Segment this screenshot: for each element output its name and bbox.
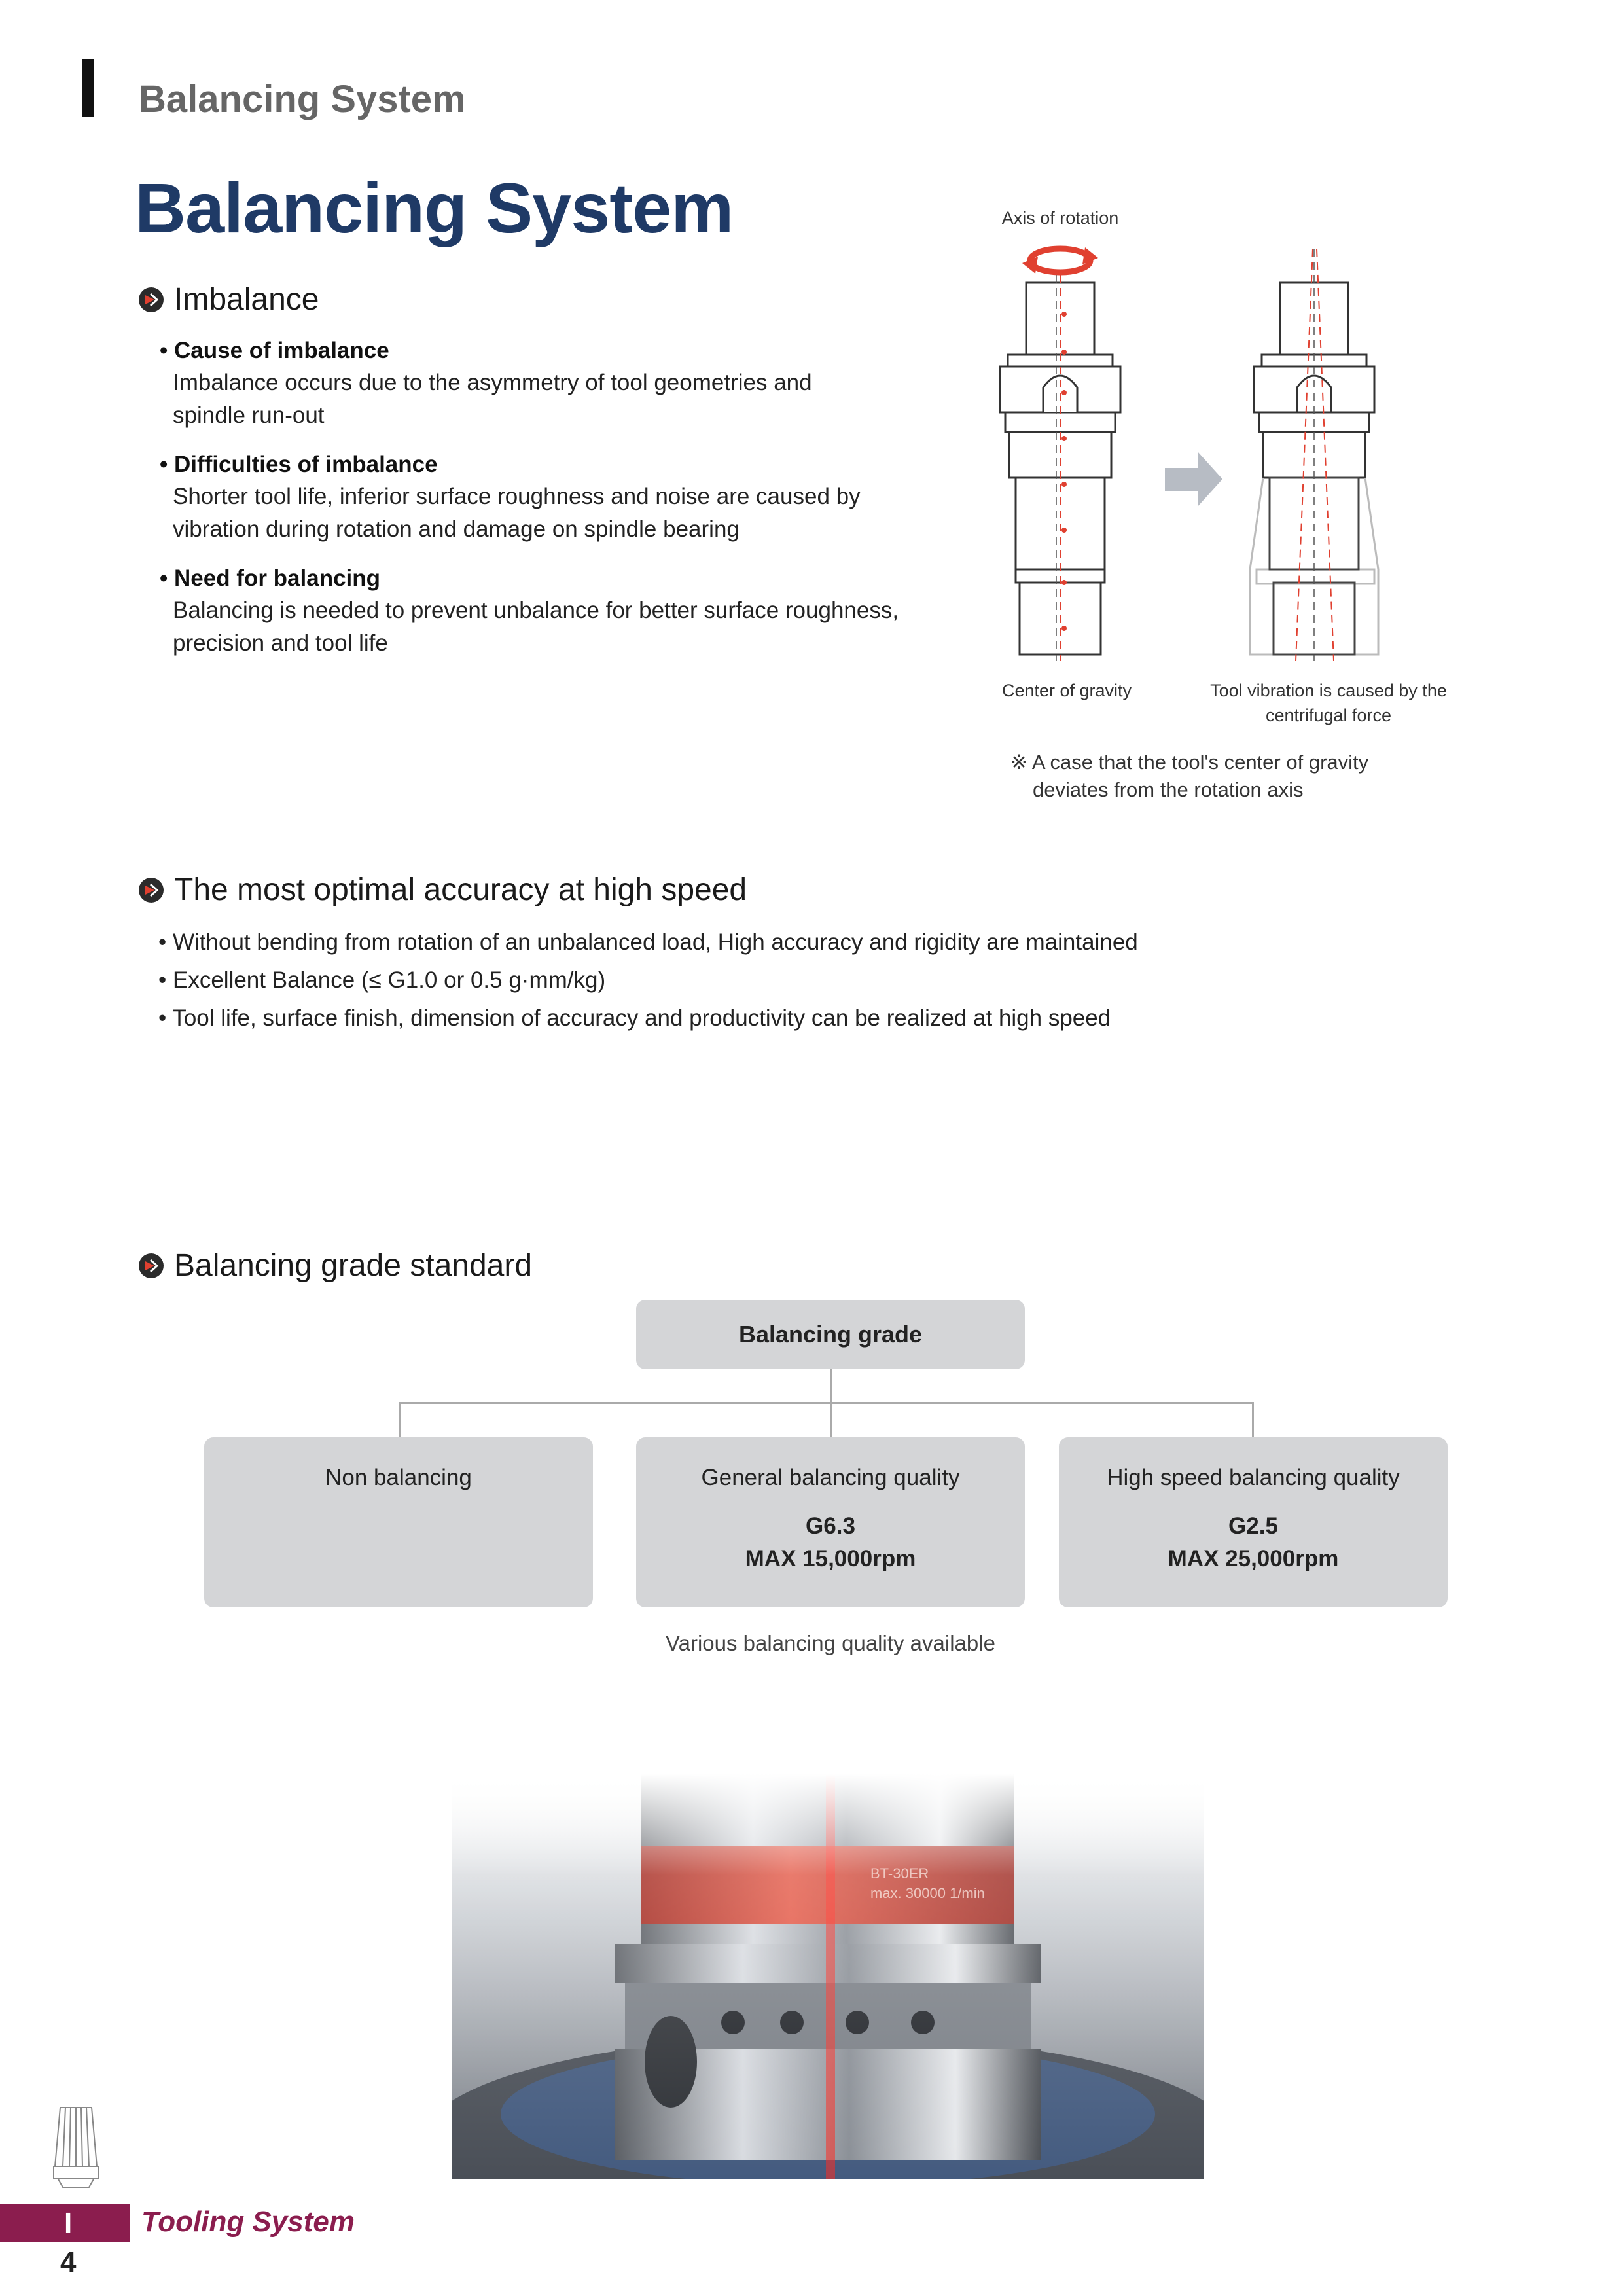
accuracy-bullet-3: • Tool life, surface finish, dimension of accuracy and productivity can be realized at high speed [158,1005,1111,1031]
rotation-arrow-icon [1022,247,1098,274]
accuracy-heading [137,872,747,908]
balancing-machine-photo [452,1774,1204,2179]
bullet-body-cause: Imbalance occurs due to the asymmetry of tool geometries and spindle run-out [173,370,812,428]
grade-heading-text: Balancing grade standard [174,1248,533,1283]
grade-heading [137,1247,532,1283]
page-title: Balancing System [135,168,734,247]
accuracy-bullet-2: • Excellent Balance (≤ G1.0 or 0.5 g·mm/kg) [158,967,606,993]
accuracy-heading-text: The most optimal accuracy at high speed [174,872,747,907]
tree-connector [399,1402,401,1437]
tree-connector [399,1402,1254,1404]
section-marker-bar [82,59,94,117]
bullet-title-cause: • Cause of imbalance [160,338,389,363]
grade-caption: Various balancing quality available [666,1631,995,1655]
tool-holder-left [1000,283,1120,655]
imbalance-heading-text: Imbalance [174,282,319,317]
footer-label: Tooling System [141,2206,355,2238]
bullet-body-difficulties: Shorter tool life, inferior surface roughness and noise are caused by vibration during rotation and damage on spindle bearing [173,484,861,542]
bullet-title-need: • Need for balancing [160,565,381,591]
bullet-body-need: Balancing is needed to prevent unbalance for better surface roughness, precision and tool life [173,598,899,656]
bullet-title-difficulties: • Difficulties of imbalance [160,452,438,477]
transition-arrow-icon [1165,452,1222,507]
section-arrow-icon [137,286,165,314]
center-of-gravity-label: Center of gravity [1001,681,1132,700]
balancing-grade-root-box [636,1300,1025,1369]
page-number: 4 [60,2246,77,2278]
grade-box-non-balancing: Non balancing [204,1437,593,1607]
imbalance-diagram [975,236,1472,668]
tree-connector [1252,1402,1254,1437]
figure-note: ※ A case that the tool's center of gravity deviates from the rotation axis [1010,751,1369,801]
tool-vibration-label: Tool vibration is caused by the centrifugal force [1210,681,1447,725]
section-arrow-icon [137,876,165,904]
section-arrow-icon [137,1252,165,1280]
accuracy-bullet-1: • Without bending from rotation of an unbalanced load, High accuracy and rigidity are maintained [158,929,1138,955]
balancing-grade-root-label: Balancing grade [738,1321,923,1348]
imbalance-heading [137,281,319,317]
collet-icon [48,2104,103,2190]
grade-box-high-speed: High speed balancing quality G2.5 MAX 25,000rpm [1059,1437,1448,1607]
section-label: Balancing System [139,78,466,120]
grade-box-general: General balancing quality G6.3 MAX 15,000rpm [636,1437,1025,1607]
axis-of-rotation-label: Axis of rotation [1001,208,1119,228]
footer-roman-numeral: I [64,2207,73,2239]
